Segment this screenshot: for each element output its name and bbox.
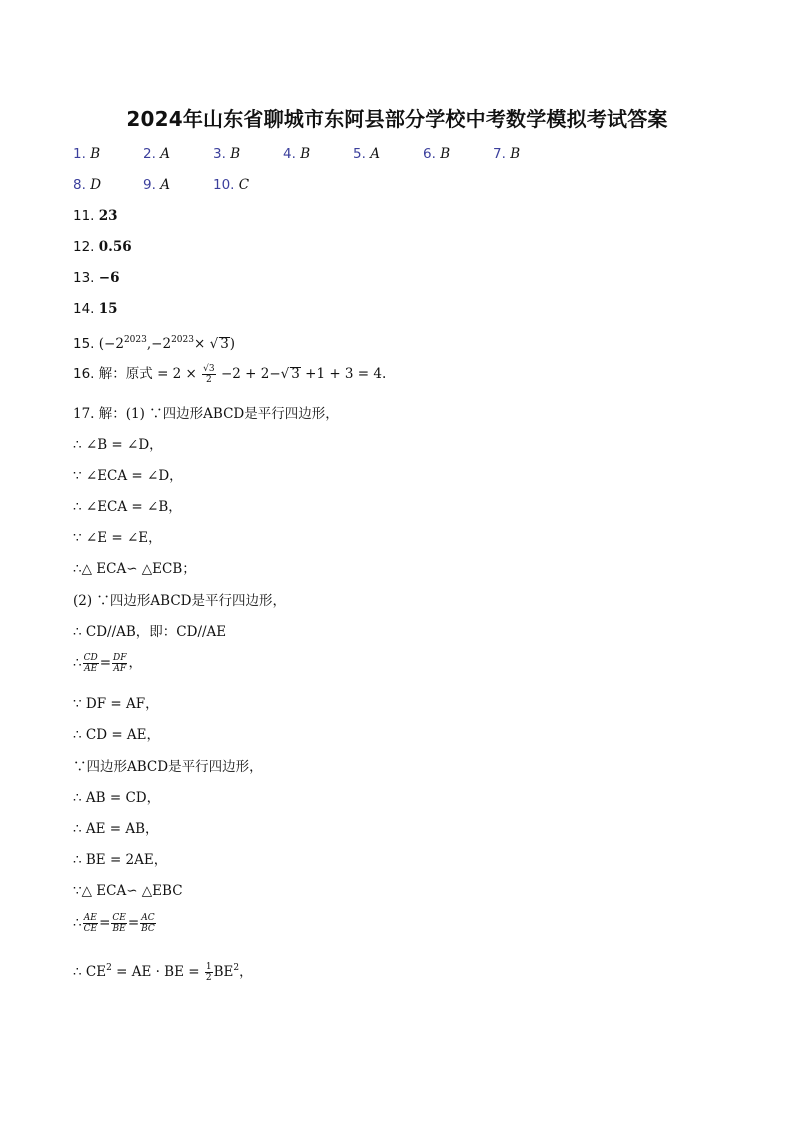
fill-answer-14: 14. 15: [73, 301, 118, 317]
solution-17-line-5: ∵ ∠E = ∠E，: [73, 530, 162, 546]
choice-item: 2. A: [143, 146, 170, 162]
solution-17-line-16: ∵△ ECA∽ △EBC: [73, 883, 183, 899]
solution-17-line-6: ∴△ ECA∽ △ECB；: [73, 561, 196, 577]
solution-17-line-1: 17. 解：(1) ∵四边形ABCD是平行四边形，: [73, 406, 339, 422]
fraction: $\frac{CD}{AE}$: [83, 653, 98, 674]
solution-17-line-9: ∴ $\frac{CD}{AE}$ = $\frac{DF}{AF}$ ，: [73, 653, 142, 674]
choice-item: 4. B: [283, 146, 311, 162]
page-title: 2024年山东省聊城市东阿县部分学校中考数学模拟考试答案: [126, 107, 668, 131]
solution-17-line-14: ∴ AE = AB，: [73, 821, 159, 837]
fill-answer-11: 11. 23: [73, 208, 118, 224]
fraction: $\frac{DF}{AF}$: [113, 653, 127, 674]
fraction: $\frac{AE}{CE}$: [83, 913, 98, 934]
choice-row-1: [0, 144, 794, 164]
choice-item: 7. B: [493, 146, 521, 162]
choice-row-2: [0, 175, 794, 195]
solution-17-line-2: ∴ ∠B = ∠D，: [73, 437, 163, 453]
solution-17-line-15: ∴ BE = 2AE，: [73, 852, 168, 868]
fill-answer-13: 13. −6: [73, 270, 120, 286]
fraction: $\frac{√3}{2}$: [203, 364, 215, 385]
solution-17-line-10: ∵ DF = AF，: [73, 696, 159, 712]
choice-item: 3. B: [213, 146, 241, 162]
solution-17-line-13: ∴ AB = CD，: [73, 790, 161, 806]
choice-item: 5. A: [353, 146, 380, 162]
solution-17-line-18: ∴ $CE^2$ = AE · BE = $\frac{1}{2}$ $BE^2$，: [73, 962, 253, 983]
fill-answer-12: 12. 0.56: [73, 239, 132, 255]
solution-17-line-12: ∵四边形ABCD是平行四边形，: [73, 759, 263, 775]
fraction: $\frac{CE}{BE}$: [112, 913, 126, 934]
choice-item: 10. C: [213, 177, 250, 193]
solution-17-line-4: ∴ ∠ECA = ∠B，: [73, 499, 182, 515]
solution-17-line-11: ∴ CD = AE，: [73, 727, 161, 743]
solution-17-line-17: ∴ $\frac{AE}{CE}$ = $\frac{CE}{BE}$ = $\frac{AC}{BC}$: [73, 913, 155, 934]
solution-17-line-3: ∵ ∠ECA = ∠D，: [73, 468, 183, 484]
choice-item: 9. A: [143, 177, 170, 193]
fraction: $\frac{1}{2}$: [205, 962, 212, 983]
choice-item: 1. B: [73, 146, 101, 162]
fraction: $\frac{AC}{BC}$: [141, 913, 155, 934]
choice-item: 6. B: [423, 146, 451, 162]
solution-16: 16. 解：原式 = 2 × $\frac{√3}{2}$ −2 + 2−√ 3 +1 + 3 = 4.: [73, 364, 387, 385]
solution-17-line-7: (2) ∵四边形ABCD是平行四边形，: [73, 593, 286, 609]
choice-item: 8. D: [73, 177, 102, 193]
solution-17-line-8: ∴ CD//AB，即：CD//AE: [73, 624, 227, 640]
fill-answer-15: 15. ($-2^{2023},-2^{2023}\times$ √ 3): [73, 335, 236, 352]
